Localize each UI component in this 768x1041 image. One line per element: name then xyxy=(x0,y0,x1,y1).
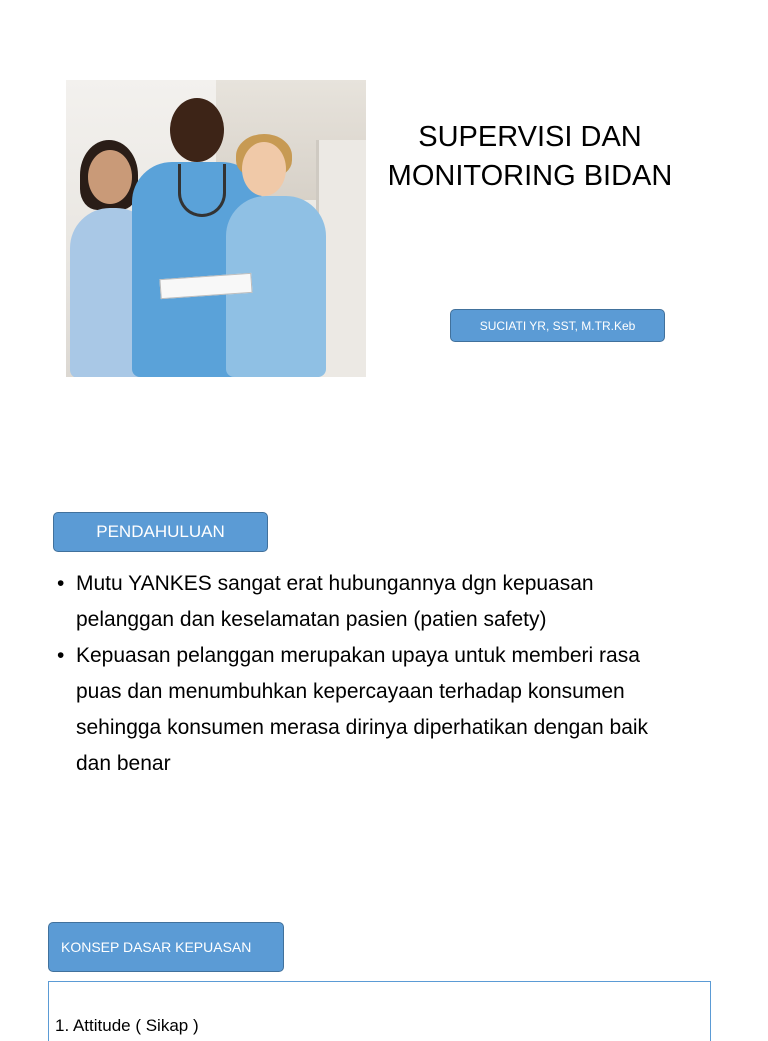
bullet-line: sehingga konsumen merasa dirinya diperhatikan dengan baik xyxy=(76,716,649,739)
introduction-slide xyxy=(0,470,768,870)
content-first-line: 1. Attitude ( Sikap ) xyxy=(55,1016,199,1035)
bullet-line: dan benar xyxy=(76,752,171,775)
concept-slide xyxy=(0,900,768,1035)
bullet-list xyxy=(55,566,735,782)
slide-title xyxy=(380,118,680,196)
medical-staff-photo xyxy=(66,80,366,377)
bullet-item xyxy=(55,566,735,638)
slide-title-line-2: MONITORING BIDAN xyxy=(387,160,673,192)
section-label-pendahuluan xyxy=(53,512,268,552)
bullet-line: Mutu YANKES sangat erat hubungannya dgn kepuasan xyxy=(76,572,594,595)
section-label-konsep xyxy=(48,922,284,972)
title-slide xyxy=(0,0,768,440)
content-box xyxy=(48,981,711,1041)
section-label-text: KONSEP DASAR KEPUASAN xyxy=(61,939,252,955)
bullet-line: Kepuasan pelanggan merupakan upaya untuk memberi rasa xyxy=(76,644,640,667)
bullet-dot-icon: • xyxy=(57,572,65,595)
bullet-line: puas dan menumbuhkan kepercayaan terhadap konsumen xyxy=(76,680,625,703)
author-name: SUCIATI YR, SST, M.TR.Keb xyxy=(479,318,636,333)
author-badge xyxy=(450,309,665,342)
section-label-text: PENDAHULUAN xyxy=(96,522,225,541)
slide-title-line-1: SUPERVISI DAN xyxy=(418,121,642,153)
bullet-line: pelanggan dan keselamatan pasien (patien safety) xyxy=(76,608,547,631)
bullet-dot-icon: • xyxy=(57,644,65,667)
bullet-item xyxy=(55,638,735,782)
